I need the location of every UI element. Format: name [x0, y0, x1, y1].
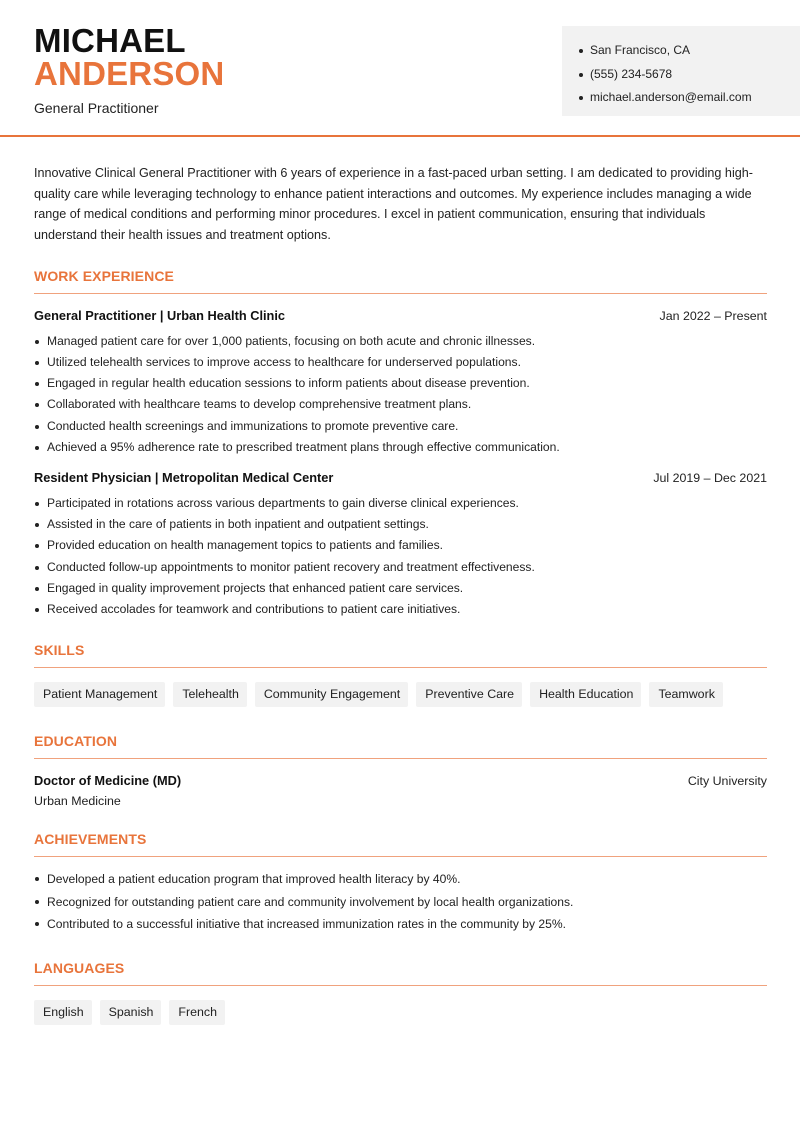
section-title: LANGUAGES	[34, 960, 767, 986]
list-item: Recognized for outstanding patient care and community involvement by local health organizations.	[34, 891, 767, 914]
skill-tag: Community Engagement	[255, 682, 408, 707]
list-item: Utilized telehealth services to improve access to healthcare for underserved populations.	[34, 352, 767, 373]
list-item: Conducted follow-up appointments to monitor patient recovery and treatment effectiveness.	[34, 557, 767, 578]
skills-tags	[34, 682, 767, 707]
resume-header	[0, 0, 800, 137]
list-item: Managed patient care for over 1,000 patients, focusing on both acute and chronic illnesses.	[34, 331, 767, 352]
last-name: ANDERSON	[34, 55, 225, 92]
list-item: Assisted in the care of patients in both inpatient and outpatient settings.	[34, 514, 767, 535]
skill-tag: Teamwork	[649, 682, 722, 707]
school: City University	[687, 774, 767, 789]
resume-body	[34, 163, 767, 1025]
job-date: Jan 2022 – Present	[659, 308, 767, 323]
first-name: MICHAEL	[34, 22, 186, 59]
skill-tag: Health Education	[530, 682, 641, 707]
list-item: Received accolades for teamwork and contributions to patient care initiatives.	[34, 599, 767, 620]
list-item: Provided education on health management topics to patients and families.	[34, 535, 767, 556]
job-role: General Practitioner | Urban Health Clinic	[34, 307, 286, 323]
achievement-bullets	[34, 868, 767, 936]
language-tag: Spanish	[100, 1000, 162, 1025]
languages-section	[34, 960, 767, 1025]
education-section	[34, 733, 767, 808]
skills-section	[34, 642, 767, 707]
list-item: Engaged in regular health education sessions to inform patients about disease prevention.	[34, 373, 767, 394]
skill-tag: Preventive Care	[416, 682, 522, 707]
language-tag: French	[169, 1000, 225, 1025]
job-bullets	[34, 493, 767, 620]
section-title: SKILLS	[34, 642, 767, 668]
list-item: Engaged in quality improvement projects that enhanced patient care services.	[34, 578, 767, 599]
list-item: Participated in rotations across various departments to gain diverse clinical experiences.	[34, 493, 767, 514]
skill-tag: Patient Management	[34, 682, 165, 707]
list-item: Conducted health screenings and immunizations to promote preventive care.	[34, 416, 767, 437]
job-entry	[34, 470, 767, 620]
work-experience-section	[34, 268, 767, 620]
section-title: ACHIEVEMENTS	[34, 831, 767, 857]
list-item: Collaborated with healthcare teams to develop comprehensive treatment plans.	[34, 394, 767, 415]
skill-tag: Telehealth	[173, 682, 247, 707]
section-title: WORK EXPERIENCE	[34, 268, 767, 294]
contact-phone: (555) 234-5678	[579, 63, 800, 87]
job-role: Resident Physician | Metropolitan Medical Center	[34, 470, 334, 486]
contact-location: San Francisco, CA	[579, 39, 800, 63]
job-title: General Practitioner	[34, 100, 159, 116]
list-item: Developed a patient education program that improved health literacy by 40%.	[34, 868, 767, 891]
achievements-section	[34, 831, 767, 936]
contact-box	[562, 26, 800, 116]
field-of-study: Urban Medicine	[34, 794, 121, 809]
degree: Doctor of Medicine (MD)	[34, 773, 182, 789]
job-entry	[34, 308, 767, 458]
summary: Innovative Clinical General Practitioner with 6 years of experience in a fast-paced urban setting. I am dedicated to providing high-quality care while leveraging technology to enhance patient interactions and outcomes. My experience includes managing a wide range of medical conditions and performing minor procedures. I excel in patient communication, ensuring that individuals understand their health issues and treatment options.	[34, 166, 753, 243]
language-tags	[34, 1000, 767, 1025]
section-title: EDUCATION	[34, 733, 767, 759]
list-item: Contributed to a successful initiative that increased immunization rates in the community by 25%.	[34, 913, 767, 936]
job-date: Jul 2019 – Dec 2021	[653, 471, 767, 486]
language-tag: English	[34, 1000, 92, 1025]
list-item: Achieved a 95% adherence rate to prescribed treatment plans through effective communication.	[34, 437, 767, 458]
contact-email[interactable]: michael.anderson@email.com	[579, 86, 800, 110]
job-bullets	[34, 331, 767, 458]
